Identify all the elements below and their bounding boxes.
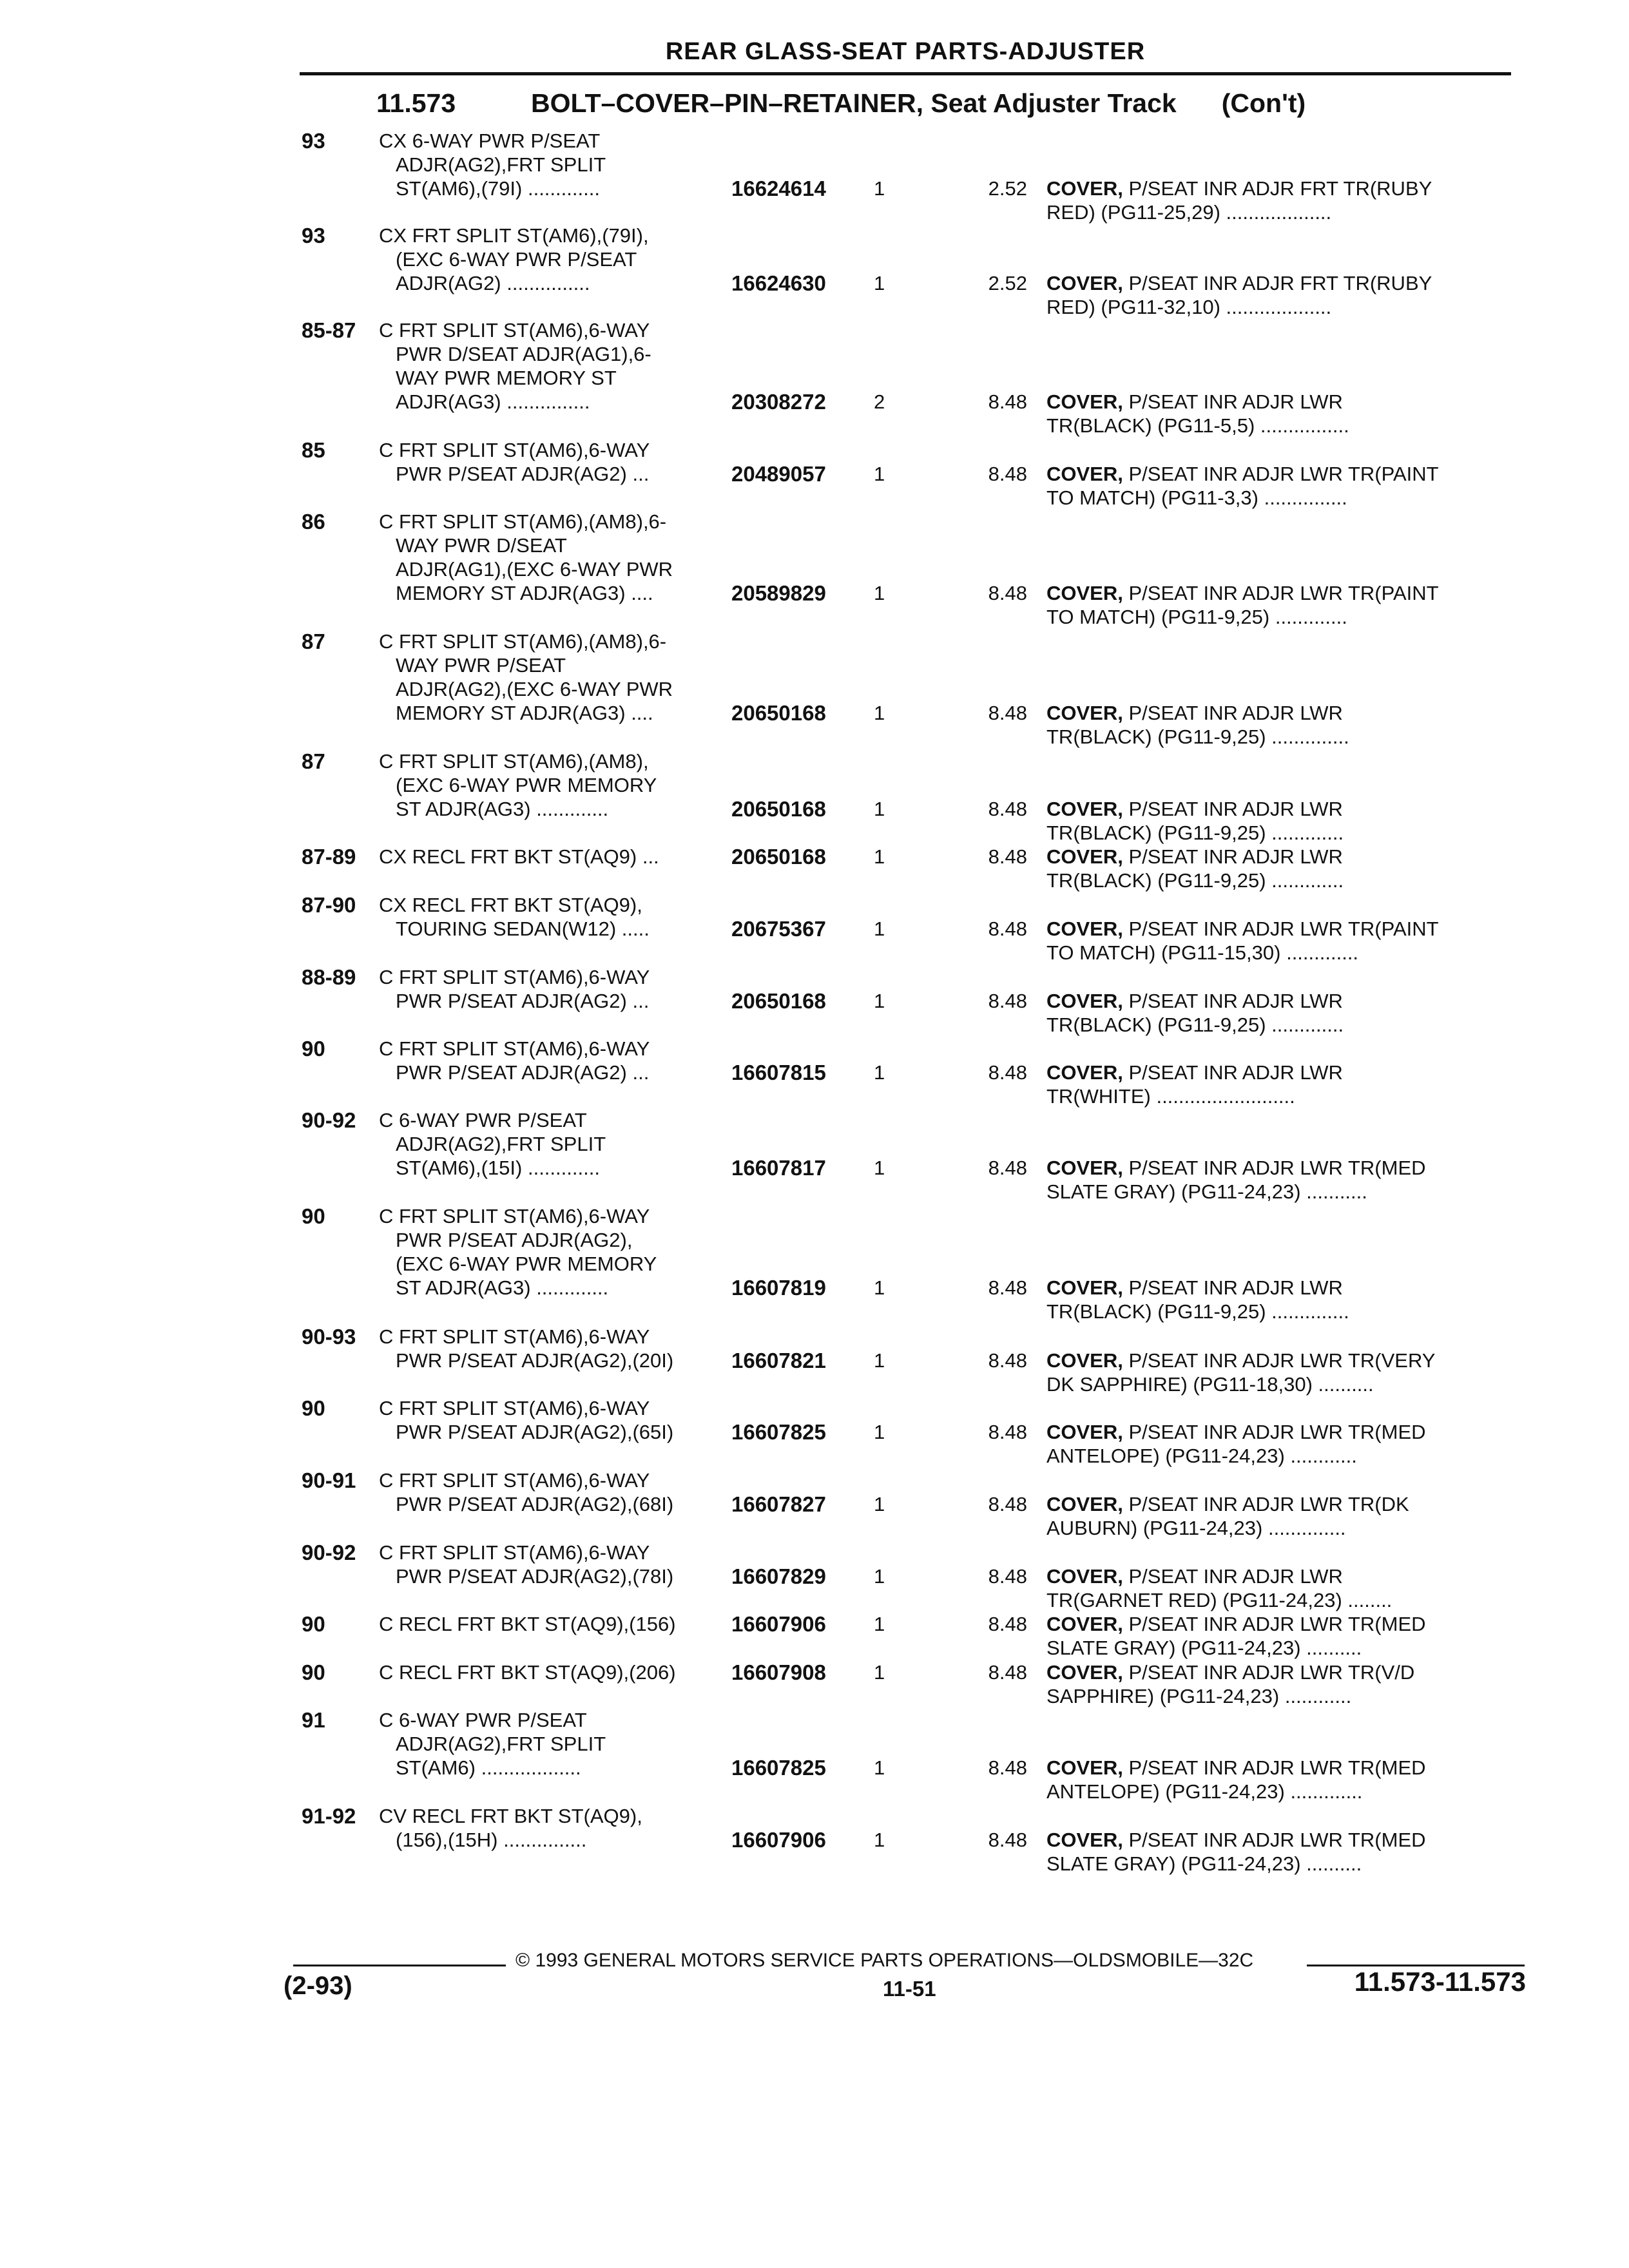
item-description (1046, 1349, 1510, 1396)
item-name: COVER, (1046, 1061, 1123, 1084)
price: 8.48 (988, 582, 1027, 604)
model-year: 90 (302, 1037, 325, 1061)
item-description (1046, 1061, 1510, 1108)
application-description: CX RECL FRT BKT ST(AQ9) ... (379, 845, 659, 868)
item-name: COVER, (1046, 990, 1123, 1012)
price: 8.48 (988, 1157, 1027, 1179)
part-number: 16607825 (731, 1756, 826, 1780)
model-year: 93 (302, 224, 325, 247)
item-detail: P/SEAT INR ADJR LWR TR(BLACK) (PG11-5,5) ................ (1046, 390, 1349, 437)
model-year: 86 (302, 510, 325, 533)
application-description: C RECL FRT BKT ST(AQ9),(206) (379, 1661, 676, 1684)
item-detail: P/SEAT INR ADJR LWR TR(VERY DK SAPPHIRE) (PG11-18,30) .......... (1046, 1349, 1436, 1396)
item-detail: P/SEAT INR ADJR LWR TR(MED SLATE GRAY) (PG11-24,23) ........... (1046, 1157, 1426, 1203)
model-year: 87-89 (302, 845, 356, 869)
item-description (1046, 581, 1510, 629)
quantity: 1 (874, 1493, 885, 1515)
footer-page-number: 11-51 (883, 1977, 936, 2001)
part-number: 16624614 (731, 177, 826, 200)
item-description (1046, 390, 1510, 437)
item-detail: P/SEAT INR ADJR LWR TR(BLACK) (PG11-9,25) ............. (1046, 990, 1344, 1036)
price: 8.48 (988, 918, 1027, 940)
model-year: 90-92 (302, 1541, 356, 1564)
footer-rule-left (293, 1965, 506, 1966)
model-year: 90-93 (302, 1325, 356, 1349)
item-description (1046, 1276, 1510, 1323)
model-year: 91 (302, 1708, 325, 1732)
footer-date: (2-93) (284, 1972, 352, 2000)
item-description (1046, 797, 1510, 845)
item-description (1046, 1420, 1510, 1468)
quantity: 1 (874, 1829, 885, 1851)
item-name: COVER, (1046, 1349, 1123, 1372)
application-description: C 6-WAY PWR P/SEAT ADJR(AG2),FRT SPLIT ST(AM6),(15I) ............. (379, 1109, 606, 1179)
quantity: 1 (874, 1661, 885, 1684)
section-continued: (Con't) (1221, 88, 1306, 118)
price: 8.48 (988, 798, 1027, 820)
application-description: C FRT SPLIT ST(AM6),6-WAY PWR P/SEAT ADJR(AG2),(78I) (379, 1541, 674, 1588)
price: 8.48 (988, 1829, 1027, 1851)
part-number: 20650168 (731, 845, 826, 869)
item-description (1046, 177, 1510, 224)
application-description: C FRT SPLIT ST(AM6),(AM8),6- WAY PWR P/SEAT ADJR(AG2),(EXC 6-WAY PWR MEMORY ST ADJR(AG3) .... (379, 630, 673, 724)
item-description (1046, 701, 1510, 749)
item-name: COVER, (1046, 1613, 1123, 1635)
model-year: 87 (302, 749, 325, 773)
part-number: 16607825 (731, 1420, 826, 1444)
quantity: 1 (874, 1613, 885, 1635)
quantity: 1 (874, 845, 885, 868)
price: 8.48 (988, 1061, 1027, 1084)
application-description: C FRT SPLIT ST(AM6),6-WAY PWR P/SEAT ADJR(AG2),(20I) (379, 1325, 674, 1372)
price: 8.48 (988, 1493, 1027, 1515)
part-number: 16607906 (731, 1828, 826, 1852)
price: 8.48 (988, 1756, 1027, 1779)
price: 8.48 (988, 1661, 1027, 1684)
quantity: 1 (874, 582, 885, 604)
item-detail: P/SEAT INR ADJR FRT TR(RUBY RED) (PG11-25,29) ................... (1046, 177, 1432, 224)
quantity: 1 (874, 1061, 885, 1084)
price: 8.48 (988, 1613, 1027, 1635)
application-description: C RECL FRT BKT ST(AQ9),(156) (379, 1613, 676, 1635)
model-year: 91-92 (302, 1804, 356, 1828)
part-number: 16607829 (731, 1564, 826, 1588)
part-number: 16607817 (731, 1156, 826, 1180)
item-detail: P/SEAT INR ADJR LWR TR(V/D SAPPHIRE) (PG11-24,23) ............ (1046, 1661, 1415, 1707)
application-description: CV RECL FRT BKT ST(AQ9), (156),(15H) ............... (379, 1805, 642, 1851)
item-description (1046, 271, 1510, 319)
application-description: C FRT SPLIT ST(AM6),6-WAY PWR P/SEAT ADJR(AG2),(68I) (379, 1469, 674, 1515)
section-name: BOLT–COVER–PIN–RETAINER, Seat Adjuster Track (531, 88, 1177, 118)
quantity: 1 (874, 990, 885, 1012)
item-detail: P/SEAT INR ADJR LWR TR(BLACK) (PG11-9,25) .............. (1046, 1276, 1349, 1323)
item-description (1046, 845, 1510, 892)
item-name: COVER, (1046, 1661, 1123, 1684)
item-name: COVER, (1046, 272, 1123, 294)
item-description (1046, 1564, 1510, 1612)
part-number: 16607908 (731, 1660, 826, 1684)
part-number: 20489057 (731, 462, 826, 486)
item-description (1046, 1492, 1510, 1540)
application-description: C FRT SPLIT ST(AM6),6-WAY PWR P/SEAT ADJR(AG2) ... (379, 966, 650, 1012)
application-description: C FRT SPLIT ST(AM6),6-WAY PWR P/SEAT ADJR(AG2), (EXC 6-WAY PWR MEMORY ST ADJR(AG3) ............. (379, 1205, 657, 1299)
model-year: 90 (302, 1204, 325, 1228)
item-detail: P/SEAT INR ADJR LWR TR(MED SLATE GRAY) (PG11-24,23) .......... (1046, 1613, 1426, 1659)
item-detail: P/SEAT INR ADJR FRT TR(RUBY RED) (PG11-32,10) ................... (1046, 272, 1432, 318)
item-name: COVER, (1046, 1421, 1123, 1443)
item-detail: P/SEAT INR ADJR LWR TR(MED ANTELOPE) (PG11-24,23) ............. (1046, 1756, 1426, 1803)
item-description (1046, 989, 1510, 1037)
quantity: 1 (874, 272, 885, 294)
model-year: 87-90 (302, 893, 356, 917)
application-description: C 6-WAY PWR P/SEAT ADJR(AG2),FRT SPLIT ST(AM6) .................. (379, 1709, 606, 1779)
quantity: 1 (874, 1157, 885, 1179)
quantity: 1 (874, 1421, 885, 1443)
item-detail: P/SEAT INR ADJR LWR TR(GARNET RED) (PG11-24,23) ........ (1046, 1565, 1393, 1611)
page-header: REAR GLASS-SEAT PARTS-ADJUSTER (300, 31, 1511, 75)
application-description: CX FRT SPLIT ST(AM6),(79I), (EXC 6-WAY PWR P/SEAT ADJR(AG2) ............... (379, 224, 649, 294)
item-description (1046, 1156, 1510, 1204)
footer-copyright: © 1993 GENERAL MOTORS SERVICE PARTS OPERATIONS—OLDSMOBILE—32C (516, 1950, 1254, 1971)
item-name: COVER, (1046, 1565, 1123, 1588)
application-description: C FRT SPLIT ST(AM6),(AM8), (EXC 6-WAY PWR MEMORY ST ADJR(AG3) ............. (379, 750, 657, 820)
item-name: COVER, (1046, 582, 1123, 604)
part-number: 20650168 (731, 701, 826, 725)
item-detail: P/SEAT INR ADJR LWR TR(MED ANTELOPE) (PG11-24,23) ............ (1046, 1421, 1426, 1467)
price: 8.48 (988, 463, 1027, 485)
price: 8.48 (988, 845, 1027, 868)
item-description (1046, 917, 1510, 965)
part-number: 16624630 (731, 271, 826, 295)
part-number: 20675367 (731, 917, 826, 941)
item-name: COVER, (1046, 1756, 1123, 1779)
item-description (1046, 1660, 1510, 1708)
model-year: 88-89 (302, 965, 356, 989)
item-name: COVER, (1046, 798, 1123, 820)
item-detail: P/SEAT INR ADJR LWR TR(PAINT TO MATCH) (PG11-3,3) ............... (1046, 463, 1439, 509)
item-detail: P/SEAT INR ADJR LWR TR(DK AUBURN) (PG11-24,23) .............. (1046, 1493, 1409, 1539)
section-number: 11.573 (376, 88, 456, 118)
item-name: COVER, (1046, 463, 1123, 485)
part-number: 16607827 (731, 1492, 826, 1516)
model-year: 90-91 (302, 1468, 356, 1492)
item-name: COVER, (1046, 1157, 1123, 1179)
quantity: 1 (874, 177, 885, 200)
part-number: 20308272 (731, 390, 826, 414)
price: 8.48 (988, 1276, 1027, 1299)
item-name: COVER, (1046, 1829, 1123, 1851)
model-year: 93 (302, 129, 325, 153)
price: 8.48 (988, 1349, 1027, 1372)
item-description (1046, 462, 1510, 510)
model-year: 90 (302, 1660, 325, 1684)
item-detail: P/SEAT INR ADJR LWR TR(MED SLATE GRAY) (PG11-24,23) .......... (1046, 1829, 1426, 1875)
item-name: COVER, (1046, 918, 1123, 940)
item-description (1046, 1612, 1510, 1660)
footer-section-range: 11.573-11.573 (1354, 1966, 1526, 1997)
application-description: C FRT SPLIT ST(AM6),6-WAY PWR D/SEAT ADJR(AG1),6- WAY PWR MEMORY ST ADJR(AG3) ............... (379, 319, 651, 413)
part-number: 16607821 (731, 1349, 826, 1372)
quantity: 1 (874, 1756, 885, 1779)
model-year: 90 (302, 1396, 325, 1420)
item-detail: P/SEAT INR ADJR LWR TR(PAINT TO MATCH) (PG11-9,25) ............. (1046, 582, 1439, 628)
price: 8.48 (988, 1565, 1027, 1588)
part-number: 20650168 (731, 797, 826, 821)
part-number: 20650168 (731, 989, 826, 1013)
item-name: COVER, (1046, 390, 1123, 413)
item-detail: P/SEAT INR ADJR LWR TR(PAINT TO MATCH) (PG11-15,30) ............. (1046, 918, 1439, 964)
quantity: 1 (874, 702, 885, 724)
price: 8.48 (988, 1421, 1027, 1443)
quantity: 1 (874, 1276, 885, 1299)
quantity: 2 (874, 390, 885, 413)
model-year: 85 (302, 438, 325, 462)
item-name: COVER, (1046, 1493, 1123, 1515)
item-detail: P/SEAT INR ADJR LWR TR(BLACK) (PG11-9,25) ............. (1046, 845, 1344, 892)
model-year: 90-92 (302, 1108, 356, 1132)
item-name: COVER, (1046, 702, 1123, 724)
model-year: 87 (302, 629, 325, 653)
item-detail: P/SEAT INR ADJR LWR TR(BLACK) (PG11-9,25) ............. (1046, 798, 1344, 844)
application-description: CX 6-WAY PWR P/SEAT ADJR(AG2),FRT SPLIT ST(AM6),(79I) ............. (379, 130, 606, 200)
part-number: 16607906 (731, 1612, 826, 1636)
part-number: 20589829 (731, 581, 826, 605)
application-description: C FRT SPLIT ST(AM6),6-WAY PWR P/SEAT ADJR(AG2),(65I) (379, 1397, 674, 1443)
item-name: COVER, (1046, 1276, 1123, 1299)
item-description (1046, 1828, 1510, 1876)
application-description: C FRT SPLIT ST(AM6),6-WAY PWR P/SEAT ADJR(AG2) ... (379, 439, 650, 485)
price: 8.48 (988, 990, 1027, 1012)
part-number: 16607819 (731, 1276, 826, 1300)
price: 8.48 (988, 702, 1027, 724)
item-name: COVER, (1046, 177, 1123, 200)
item-description (1046, 1756, 1510, 1803)
quantity: 1 (874, 918, 885, 940)
application-description: CX RECL FRT BKT ST(AQ9), TOURING SEDAN(W12) ..... (379, 894, 650, 940)
item-detail: P/SEAT INR ADJR LWR TR(WHITE) ......................... (1046, 1061, 1343, 1108)
model-year: 85-87 (302, 318, 356, 342)
quantity: 1 (874, 463, 885, 485)
application-description: C FRT SPLIT ST(AM6),(AM8),6- WAY PWR D/SEAT ADJR(AG1),(EXC 6-WAY PWR MEMORY ST ADJR(AG3) .... (379, 510, 673, 604)
quantity: 1 (874, 1565, 885, 1588)
quantity: 1 (874, 798, 885, 820)
item-detail: P/SEAT INR ADJR LWR TR(BLACK) (PG11-9,25) .............. (1046, 702, 1349, 748)
quantity: 1 (874, 1349, 885, 1372)
item-name: COVER, (1046, 845, 1123, 868)
part-number: 16607815 (731, 1061, 826, 1084)
model-year: 90 (302, 1612, 325, 1636)
price: 2.52 (988, 177, 1027, 200)
application-description: C FRT SPLIT ST(AM6),6-WAY PWR P/SEAT ADJR(AG2) ... (379, 1037, 650, 1084)
price: 8.48 (988, 390, 1027, 413)
price: 2.52 (988, 272, 1027, 294)
